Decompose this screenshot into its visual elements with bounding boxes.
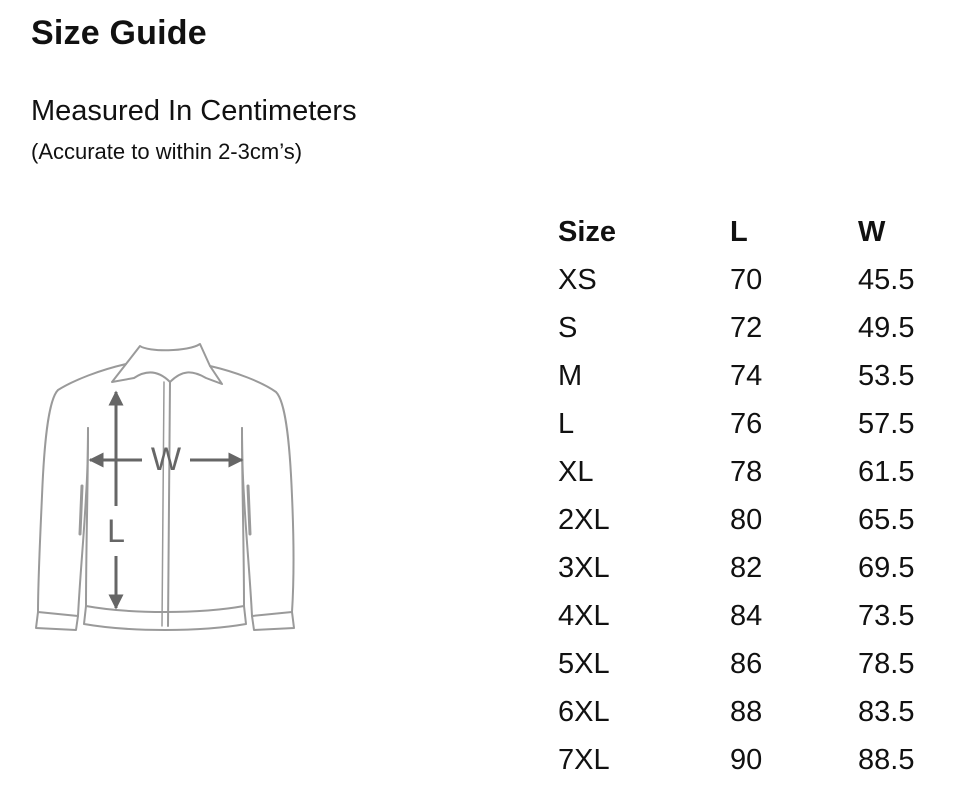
table-row bbox=[558, 256, 968, 304]
cell-length: 76 bbox=[730, 407, 763, 440]
cell-width: 69.5 bbox=[858, 551, 915, 584]
cell-size: 2XL bbox=[558, 503, 610, 536]
cell-length: 90 bbox=[730, 743, 763, 776]
cell-width: 73.5 bbox=[858, 599, 915, 632]
jacket-outline-icon bbox=[30, 336, 298, 632]
cell-size: M bbox=[558, 359, 583, 392]
cell-width: 57.5 bbox=[858, 407, 915, 440]
header-width: W bbox=[858, 215, 886, 248]
cell-width: 45.5 bbox=[858, 263, 915, 296]
table-header-row bbox=[558, 208, 968, 256]
cell-width: 61.5 bbox=[858, 455, 915, 488]
jacket-outline bbox=[36, 344, 294, 630]
page-title: Size Guide bbox=[31, 14, 207, 52]
table-row bbox=[558, 640, 968, 688]
table-row bbox=[558, 688, 968, 736]
header-size: Size bbox=[558, 215, 617, 248]
cell-size: L bbox=[558, 407, 575, 440]
cell-length: 84 bbox=[730, 599, 763, 632]
cell-width: 49.5 bbox=[858, 311, 915, 344]
table-row bbox=[558, 544, 968, 592]
table-row bbox=[558, 304, 968, 352]
cell-width: 53.5 bbox=[858, 359, 915, 392]
cell-length: 72 bbox=[730, 311, 763, 344]
table-row bbox=[558, 736, 968, 784]
width-label: W bbox=[150, 441, 182, 477]
accuracy-note: (Accurate to within 2-3cm’s) bbox=[31, 139, 303, 164]
cell-length: 88 bbox=[730, 695, 763, 728]
cell-length: 74 bbox=[730, 359, 763, 392]
table-row bbox=[558, 400, 968, 448]
cell-size: S bbox=[558, 311, 578, 344]
cell-size: 4XL bbox=[558, 599, 610, 632]
cell-width: 65.5 bbox=[858, 503, 915, 536]
cell-length: 86 bbox=[730, 647, 763, 680]
cell-size: 7XL bbox=[558, 743, 610, 776]
size-table bbox=[558, 208, 968, 784]
cell-length: 78 bbox=[730, 455, 763, 488]
table-row bbox=[558, 448, 968, 496]
cell-length: 82 bbox=[730, 551, 763, 584]
table-row bbox=[558, 352, 968, 400]
table-row bbox=[558, 496, 968, 544]
cell-width: 88.5 bbox=[858, 743, 915, 776]
cell-length: 70 bbox=[730, 263, 763, 296]
measurement-unit-heading: Measured In Centimeters bbox=[31, 95, 357, 127]
cell-size: 5XL bbox=[558, 647, 610, 680]
table-row bbox=[558, 592, 968, 640]
cell-size: 3XL bbox=[558, 551, 610, 584]
cell-length: 80 bbox=[730, 503, 763, 536]
length-label: L bbox=[107, 513, 125, 549]
header-length: L bbox=[730, 215, 748, 248]
cell-size: XL bbox=[558, 455, 594, 488]
cell-width: 78.5 bbox=[858, 647, 915, 680]
cell-size: 6XL bbox=[558, 695, 610, 728]
cell-width: 83.5 bbox=[858, 695, 915, 728]
cell-size: XS bbox=[558, 263, 597, 296]
